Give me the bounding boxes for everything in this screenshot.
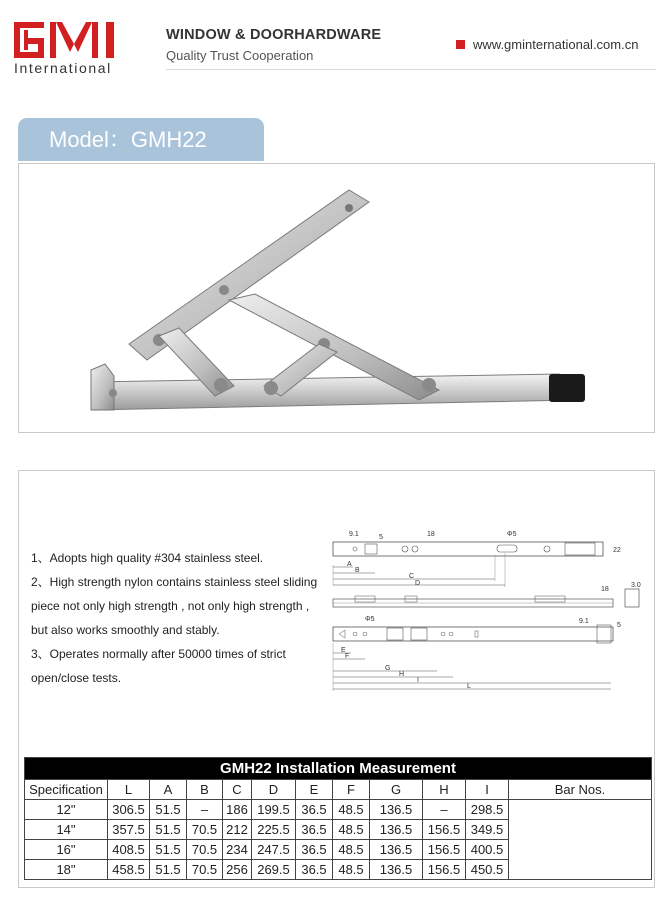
website-text: www.gminternational.com.cn — [473, 37, 639, 52]
table-title: GMH22 Installation Measurement — [25, 758, 652, 780]
table-cell: 458.5 — [108, 860, 150, 880]
column-header: A — [150, 780, 187, 800]
column-header: G — [370, 780, 423, 800]
table-cell: 70.5 — [187, 860, 223, 880]
table-cell: – — [423, 800, 466, 820]
table-cell: 51.5 — [150, 800, 187, 820]
table-cell: 199.5 — [252, 800, 296, 820]
feature-line: open/close tests. — [31, 671, 122, 685]
table-cell: 48.5 — [333, 800, 370, 820]
table-cell: 36.5 — [296, 860, 333, 880]
table-cell: 136.5 — [370, 860, 423, 880]
dimension-drawing — [325, 525, 655, 695]
company-logo — [14, 22, 122, 58]
feature-line: 3、Operates normally after 50000 times of strict — [31, 647, 286, 661]
table-cell: 36.5 — [296, 800, 333, 820]
column-header: H — [423, 780, 466, 800]
dim-label: 18 — [601, 586, 609, 593]
table-header-row — [25, 780, 652, 800]
table-cell: 18" — [25, 860, 108, 880]
table-cell: 225.5 — [252, 820, 296, 840]
column-header: C — [223, 780, 252, 800]
dim-label: Φ5 — [365, 616, 375, 623]
brand-title: WINDOW & DOORHARDWARE — [166, 27, 382, 43]
feature-line: but also works smoothly and stably. — [31, 623, 220, 637]
dim-label: F — [345, 653, 350, 660]
dim-label: D — [415, 580, 421, 587]
table-row — [25, 800, 652, 820]
dim-label: L — [467, 683, 471, 690]
table-cell: 48.5 — [333, 840, 370, 860]
table-cell: 156.5 — [423, 840, 466, 860]
table-cell: 51.5 — [150, 840, 187, 860]
feature-list — [31, 546, 326, 690]
model-tab: Model：GMH22 — [18, 118, 264, 161]
table-cell: 212 — [223, 820, 252, 840]
table-cell: 306.5 — [108, 800, 150, 820]
table-cell: 269.5 — [252, 860, 296, 880]
column-header: B — [187, 780, 223, 800]
website-link[interactable] — [456, 37, 638, 52]
table-cell: 51.5 — [150, 860, 187, 880]
table-cell: 14" — [25, 820, 108, 840]
table-cell: 70.5 — [187, 820, 223, 840]
table-cell: 36.5 — [296, 820, 333, 840]
dim-label: 9.1 — [579, 618, 589, 625]
table-cell: 156.5 — [423, 820, 466, 840]
column-header: L — [108, 780, 150, 800]
logo-subtitle: International — [14, 60, 112, 76]
dim-label: C — [409, 573, 415, 580]
dim-label: G — [385, 665, 391, 672]
product-photo-frame — [18, 163, 655, 433]
dim-label: 5 — [617, 622, 621, 629]
red-square-icon — [456, 40, 465, 49]
dim-label: 5 — [379, 534, 383, 541]
table-cell: – — [187, 800, 223, 820]
table-cell: 256 — [223, 860, 252, 880]
feature-line: 1、Adopts high quality #304 stainless steel. — [31, 551, 264, 565]
table-cell: 357.5 — [108, 820, 150, 840]
column-header: Bar Nos. — [509, 780, 652, 800]
dim-label: Φ5 — [507, 531, 517, 538]
table-cell: 247.5 — [252, 840, 296, 860]
table-cell: 400.5 — [466, 840, 509, 860]
dim-label: 9.1 — [349, 531, 359, 538]
table-cell: 349.5 — [466, 820, 509, 840]
table-cell: 136.5 — [370, 820, 423, 840]
header-divider — [166, 69, 656, 70]
dim-label: E — [341, 647, 346, 654]
table-cell: 234 — [223, 840, 252, 860]
table-cell: 48.5 — [333, 860, 370, 880]
dim-label: 3.0 — [631, 582, 641, 589]
table-cell: 186 — [223, 800, 252, 820]
table-cell: 12" — [25, 800, 108, 820]
feature-line: piece not only high strength , not only high strength , — [31, 599, 310, 613]
table-cell: 136.5 — [370, 840, 423, 860]
column-header: I — [466, 780, 509, 800]
measurement-table — [24, 757, 652, 880]
table-cell: 298.5 — [466, 800, 509, 820]
technical-drawing — [325, 525, 655, 695]
table-cell: 136.5 — [370, 800, 423, 820]
table-cell: 36.5 — [296, 840, 333, 860]
table-cell: 51.5 — [150, 820, 187, 840]
dim-label: A — [347, 561, 352, 568]
table-cell: 156.5 — [423, 860, 466, 880]
table-cell: 70.5 — [187, 840, 223, 860]
table-cell: 408.5 — [108, 840, 150, 860]
column-header: F — [333, 780, 370, 800]
table-cell: 450.5 — [466, 860, 509, 880]
friction-stay-hinge-image — [19, 164, 654, 432]
feature-line: 2、High strength nylon contains stainless steel sliding — [31, 575, 318, 589]
column-header: E — [296, 780, 333, 800]
gmi-logo-icon — [14, 22, 122, 58]
brand-tagline: Quality Trust Cooperation — [166, 48, 314, 63]
column-header: D — [252, 780, 296, 800]
dim-label: 22 — [613, 547, 621, 554]
column-header: Specification — [25, 780, 108, 800]
bar-nos-cell — [509, 800, 652, 880]
dim-label: B — [355, 567, 360, 574]
table-cell: 16" — [25, 840, 108, 860]
dim-label: I — [417, 677, 419, 684]
dim-label: H — [399, 671, 405, 678]
table-cell: 48.5 — [333, 820, 370, 840]
dim-label: 18 — [427, 531, 435, 538]
